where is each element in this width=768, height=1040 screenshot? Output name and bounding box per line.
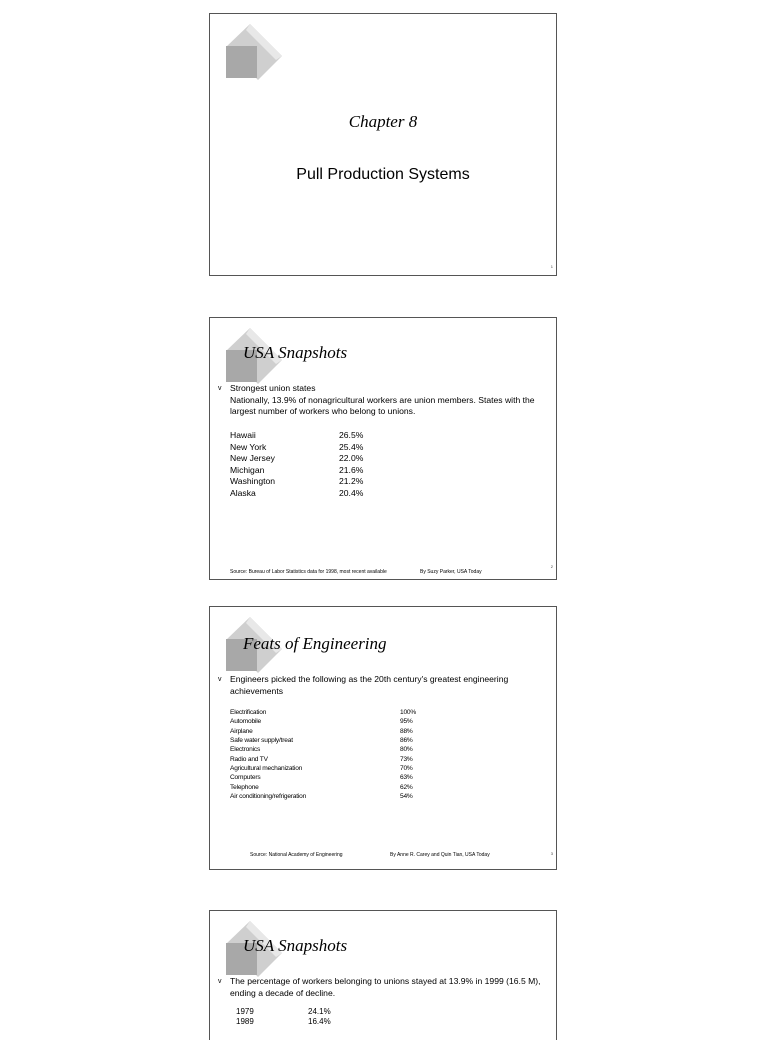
table-row — [230, 773, 416, 782]
slide-3 — [209, 606, 557, 870]
row-value: 21.2% — [339, 476, 364, 487]
row-label: Telephone — [230, 783, 259, 791]
table-row — [230, 430, 363, 442]
row-value: 54% — [400, 793, 413, 801]
row-label: Alaska — [230, 487, 256, 498]
bullet-block — [218, 674, 544, 697]
bullet-block — [218, 976, 544, 999]
table-row — [236, 1017, 331, 1027]
row-value: 21.6% — [339, 464, 364, 475]
row-value: 73% — [400, 755, 413, 763]
table-row — [230, 755, 416, 764]
slide-title: USA Snapshots — [243, 936, 348, 955]
engineering-table — [230, 708, 416, 801]
row-value: 25.4% — [339, 441, 364, 452]
slide-subtitle: Pull Production Systems — [296, 166, 470, 183]
row-value: 20.4% — [339, 487, 364, 498]
row-label: Agricultural mechanization — [230, 765, 303, 773]
source-note: Source: National Academy of Engineering — [250, 852, 343, 858]
byline: By Suzy Parker, USA Today — [420, 569, 482, 575]
row-value: 70% — [400, 765, 413, 773]
row-label: 1989 — [236, 1017, 254, 1026]
chapter-title: Chapter 8 — [348, 112, 418, 131]
table-row — [230, 792, 416, 801]
row-label: Computers — [230, 774, 261, 782]
table-row — [230, 783, 416, 792]
row-label: Washington — [230, 476, 276, 487]
row-value: 16.4% — [308, 1017, 331, 1026]
slide-title: USA Snapshots — [243, 343, 348, 362]
byline: By Anne R. Carey and Quin Tian, USA Today — [390, 852, 490, 858]
row-label: Michigan — [230, 464, 265, 475]
row-label: Air conditioning/refrigeration — [230, 793, 307, 801]
row-value: 22.0% — [339, 453, 364, 464]
table-row — [236, 1007, 331, 1017]
row-value: 26.5% — [339, 430, 364, 440]
row-label: New Jersey — [230, 453, 275, 464]
bullet-check-icon: v — [218, 978, 222, 985]
row-label: Hawaii — [230, 430, 256, 440]
slide-title: Feats of Engineering — [243, 634, 387, 653]
slide-1 — [209, 13, 557, 276]
table-row — [230, 708, 416, 717]
bullet-body: The percentage of workers belonging to unions stayed at 13.9% in 1999 (16.5 M), ending a decade of decline. — [230, 976, 541, 998]
table-row — [230, 453, 363, 465]
table-row — [230, 442, 363, 454]
bullet-block — [218, 383, 544, 418]
table-row — [230, 745, 416, 754]
row-label: 1979 — [236, 1007, 254, 1016]
table-row — [230, 727, 416, 736]
table-row — [230, 476, 363, 488]
bullet-check-icon: v — [218, 676, 222, 683]
table-row — [230, 488, 363, 500]
row-value: 80% — [400, 746, 413, 754]
source-note: Source: Bureau of Labor Statistics data for 1998, most recent available — [230, 569, 387, 575]
table-row — [230, 764, 416, 773]
row-label: New York — [230, 441, 267, 452]
slide-4 — [209, 910, 557, 1040]
row-value: 63% — [400, 774, 413, 782]
union-years-table — [236, 1007, 331, 1027]
page-number: 1 — [550, 264, 553, 269]
table-row — [230, 465, 363, 477]
bullet-body: Nationally, 13.9% of nonagricultural workers are union members. States with the largest number of workers who belong to unions. — [230, 394, 535, 416]
row-value: 62% — [400, 783, 413, 791]
union-states-table — [230, 430, 363, 500]
row-value: 88% — [400, 727, 413, 735]
page-number: 3 — [550, 851, 553, 856]
row-value: 95% — [400, 718, 413, 726]
bullet-heading: Strongest union states — [230, 383, 316, 393]
bullet-body: Engineers picked the following as the 20th century's greatest engineering achievements — [230, 674, 509, 696]
row-label: Airplane — [230, 727, 253, 735]
row-label: Electronics — [230, 746, 261, 754]
row-value: 86% — [400, 737, 413, 745]
row-label: Radio and TV — [230, 755, 268, 763]
page-number: 2 — [550, 564, 553, 569]
row-label: Safe water supply/treat — [230, 737, 293, 745]
row-label: Automobile — [230, 718, 261, 726]
slide-2 — [209, 317, 557, 580]
row-label: Electrification — [230, 709, 267, 716]
cube-logo-icon — [224, 22, 282, 80]
row-value: 100% — [400, 709, 417, 716]
row-value: 24.1% — [308, 1007, 331, 1016]
table-row — [230, 736, 416, 745]
table-row — [230, 717, 416, 726]
bullet-check-icon: v — [218, 385, 222, 392]
